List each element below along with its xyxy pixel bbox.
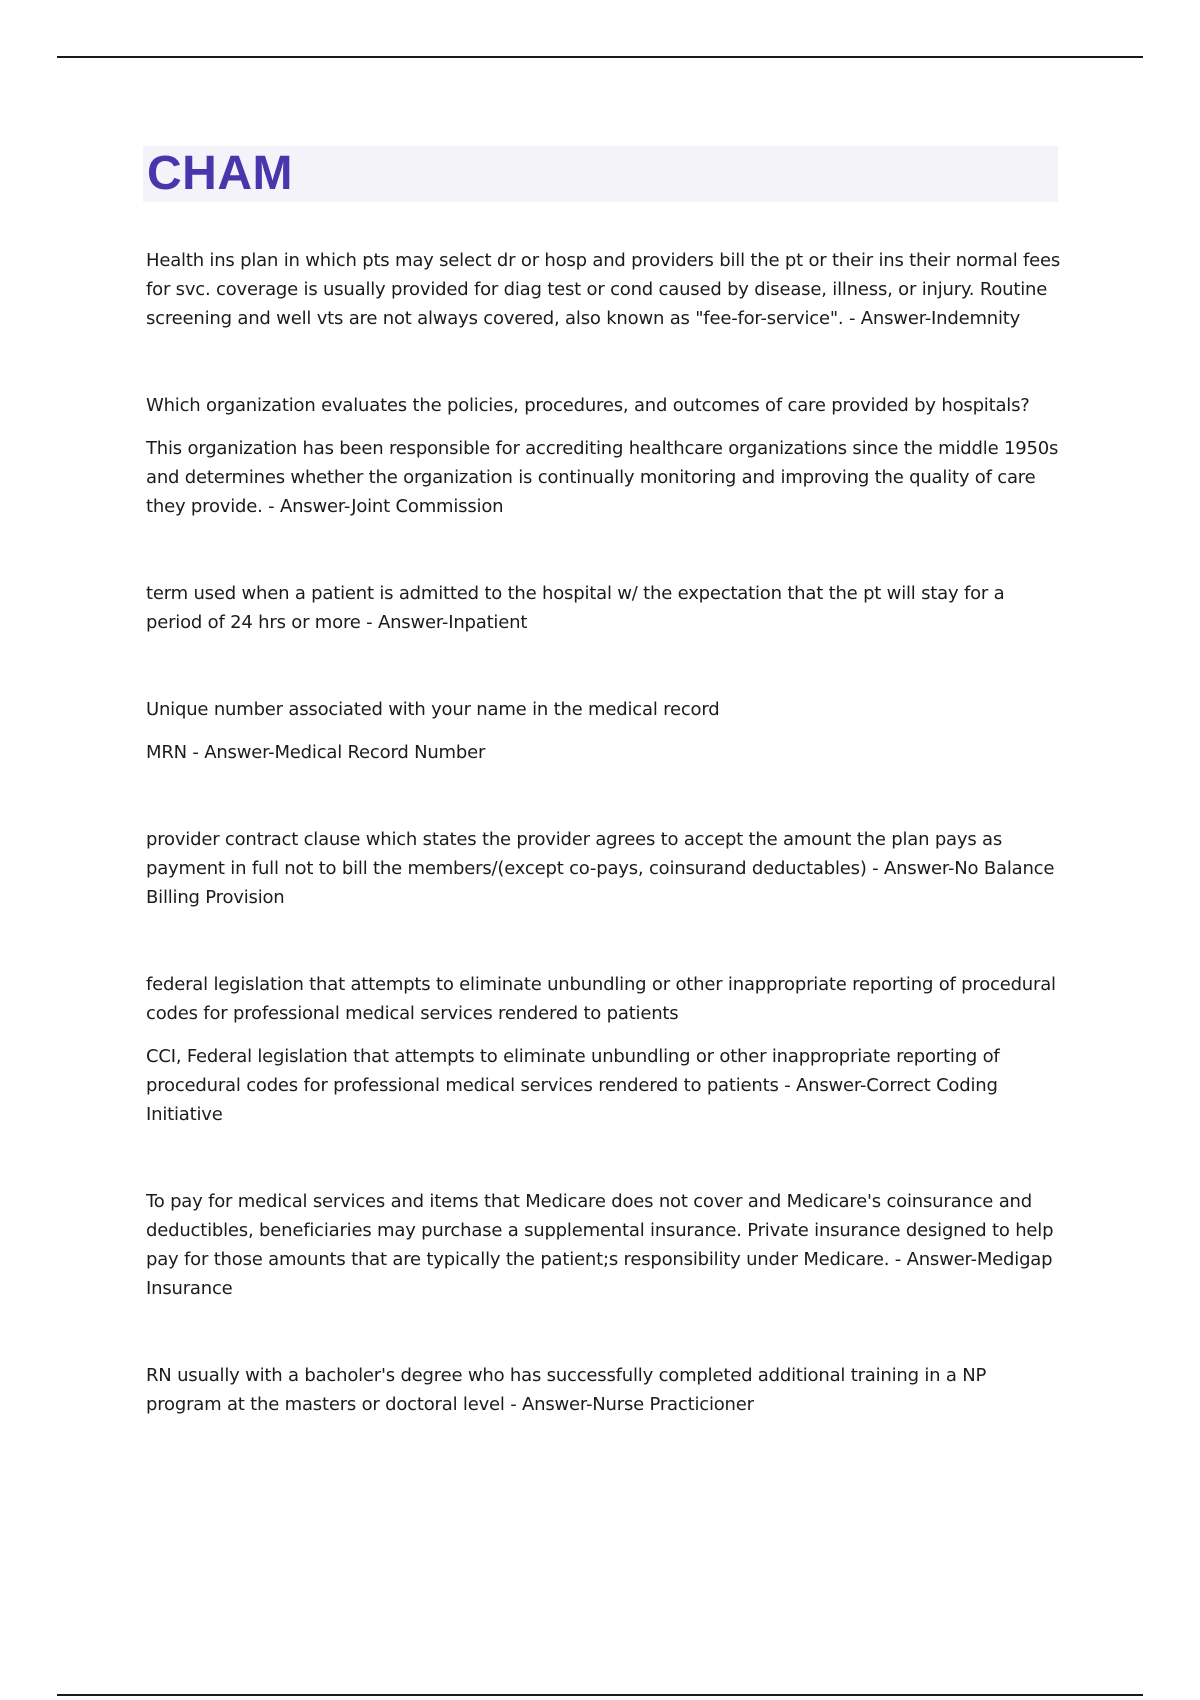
flashcard <box>146 579 1066 637</box>
flashcard <box>146 1361 1066 1419</box>
card-question: federal legislation that attempts to eliminate unbundling or other inappropriate reporting of procedural codes for professional medical services rendered to patients <box>146 974 1056 1024</box>
card-answer: This organization has been responsible for accrediting healthcare organizations since the middle 1950s and determines whether the organization is continually monitoring and improving the quality of care they provide. - Answer-Joint Commission <box>146 438 1059 517</box>
title-band <box>143 146 1058 202</box>
card-question: Unique number associated with your name in the medical record <box>146 699 720 720</box>
flashcard <box>146 825 1066 912</box>
page-title: CHAM <box>147 147 293 200</box>
card-text: RN usually with a bacholer's degree who has successfully completed additional training in a NP program at the masters or doctoral level - Answer-Nurse Practicioner <box>146 1365 987 1415</box>
flashcard <box>146 1187 1066 1303</box>
footer-rule <box>57 1694 1143 1696</box>
flashcard <box>146 391 1066 521</box>
flashcard-list <box>146 246 1066 1477</box>
card-text: provider contract clause which states the provider agrees to accept the amount the plan pays as payment in full not to bill the members/(except co-pays, coinsurand deductables) - Answer-No Balance Billing Provision <box>146 829 1055 908</box>
card-answer: CCI, Federal legislation that attempts to eliminate unbundling or other inappropriate reporting of procedural codes for professional medical services rendered to patients - Answer-Correct Coding Initiative <box>146 1046 1000 1125</box>
card-text: To pay for medical services and items that Medicare does not cover and Medicare's coinsurance and deductibles, beneficiaries may purchase a supplemental insurance. Private insurance designed to help pay for those amounts that are typically the patient;s responsibility under Medicare. - Answer-Medigap Insurance <box>146 1191 1054 1299</box>
flashcard <box>146 246 1066 333</box>
card-text: term used when a patient is admitted to the hospital w/ the expectation that the pt will stay for a period of 24 hrs or more - Answer-Inpatient <box>146 583 1005 633</box>
card-text: Health ins plan in which pts may select dr or hosp and providers bill the pt or their ins their normal fees for svc. coverage is usually provided for diag test or cond caused by disease, illness, or injury. Routine screening and well vts are not always covered, also known as "fee-for-service". - Answer-Indemnity <box>146 250 1061 329</box>
header-rule <box>57 56 1143 58</box>
flashcard <box>146 970 1066 1129</box>
card-answer: MRN - Answer-Medical Record Number <box>146 742 486 763</box>
card-question: Which organization evaluates the policies, procedures, and outcomes of care provided by hospitals? <box>146 395 1030 416</box>
flashcard <box>146 695 1066 767</box>
